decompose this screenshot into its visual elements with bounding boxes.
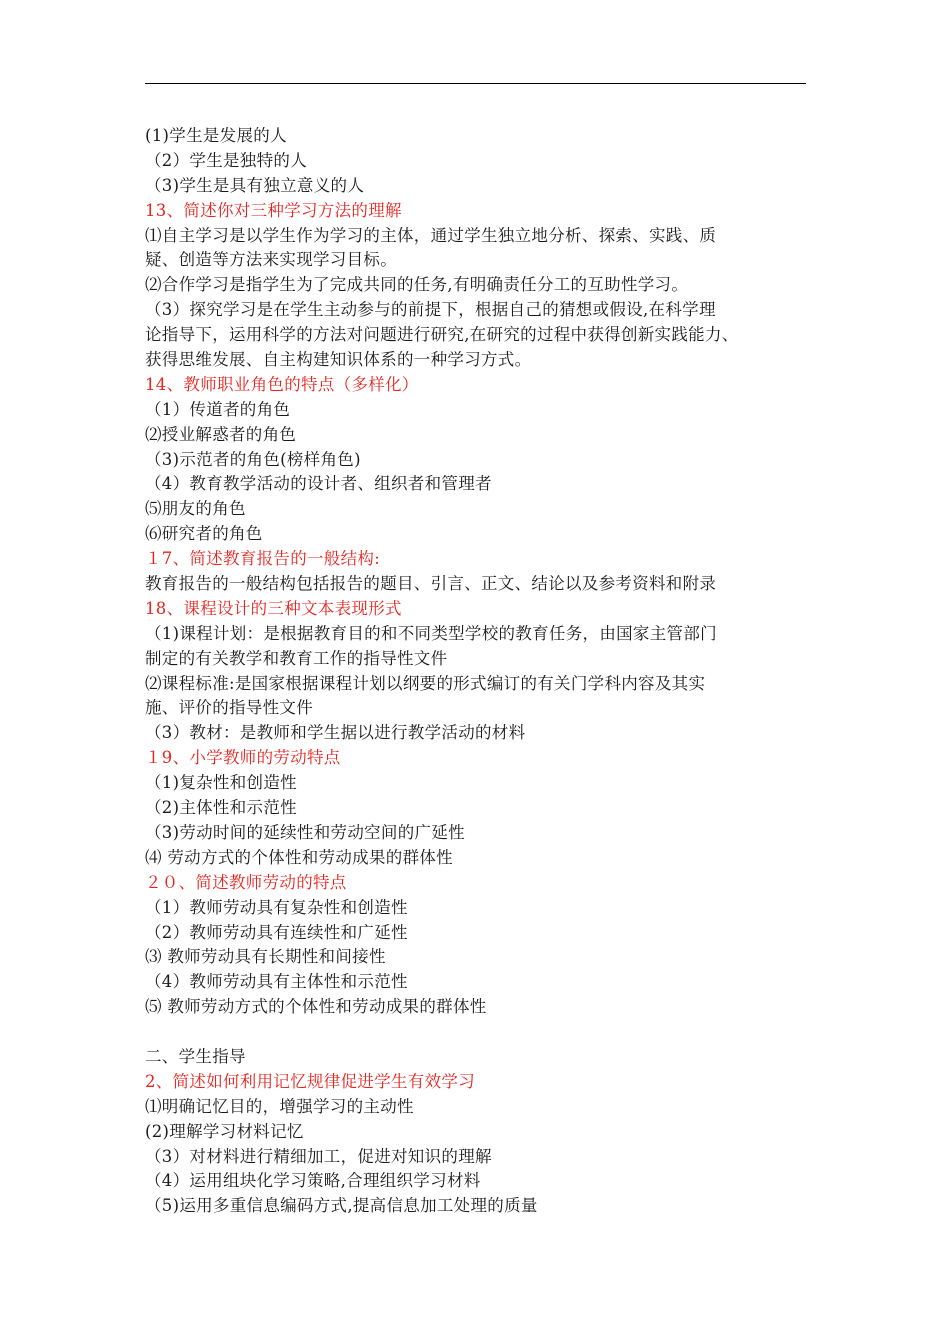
text-line: （4）运用组块化学习策略,合理组织学习材料 <box>145 1171 481 1191</box>
text-line: ⑸朋友的角色 <box>145 499 246 519</box>
text-line: （2）教师劳动具有连续性和广延性 <box>145 922 408 942</box>
text-line: ⑹研究者的角色 <box>145 524 263 544</box>
text-line: （1)复杂性和创造性 <box>145 773 297 793</box>
text-line: （3)劳动时间的延续性和劳动空间的广延性 <box>145 822 465 842</box>
text-line: (2)理解学习材料记忆 <box>145 1121 304 1141</box>
section-heading: 14、教师职业角色的特点（多样化） <box>145 374 419 394</box>
text-line: ⑵课程标准:是国家根据课程计划以纲要的形式编订的有关门学科内容及其实 <box>145 673 706 693</box>
text-line: （3)学生是具有独立意义的人 <box>145 175 365 195</box>
text-line: （2）学生是独特的人 <box>145 150 307 170</box>
text-line: ⑴自主学习是以学生作为学习的主体，通过学生独立地分析、探索、实践、质 <box>145 225 717 245</box>
blank-line <box>145 1020 825 1045</box>
text-line: ⑵授业解惑者的角色 <box>145 424 297 444</box>
text-line: (1)学生是发展的人 <box>145 126 287 145</box>
section-heading: １7、简述教育报告的一般结构: <box>145 549 381 569</box>
text-line: （3)示范者的角色(榜样角色) <box>145 449 361 469</box>
text-line: （4）教师劳动具有主体性和示范性 <box>145 972 408 992</box>
text-line: 二、学生指导 <box>145 1046 246 1066</box>
text-line: （4）教育教学活动的设计者、组织者和管理者 <box>145 474 492 494</box>
section-heading: １9、小学教师的劳动特点 <box>145 748 341 768</box>
text-line: ⑶ 教师劳动具有长期性和间接性 <box>145 947 386 967</box>
text-line: ⑸ 教师劳动方式的个体性和劳动成果的群体性 <box>145 997 487 1017</box>
header-rule <box>145 83 806 84</box>
text-line: （1)课程计划：是根据教育目的和不同类型学校的教育任务，由国家主管部门 <box>145 623 717 643</box>
text-line: 获得思维发展、自主构建知识体系的一种学习方式。 <box>145 350 532 370</box>
text-line: （3）探究学习是在学生主动参与的前提下，根据自己的猜想或假设,在科学理 <box>145 300 716 320</box>
text-line: ⑵合作学习是指学生为了完成共同的任务,有明确责任分工的互助性学习。 <box>145 275 689 295</box>
text-line: （1）教师劳动具有复杂性和创造性 <box>145 897 408 917</box>
text-line: （3）教材：是教师和学生据以进行教学活动的材料 <box>145 723 526 743</box>
text-line: （3）对材料进行精细加工，促进对知识的理解 <box>145 1146 492 1166</box>
text-line: 教育报告的一般结构包括报告的题目、引言、正文、结论以及参考资料和附录 <box>145 574 717 594</box>
section-heading: ２０、简述教师劳动的特点 <box>145 872 347 892</box>
text-line: （5)运用多重信息编码方式,提高信息加工处理的质量 <box>145 1196 538 1216</box>
section-heading: 2、简述如何利用记忆规律促进学生有效学习 <box>145 1071 475 1091</box>
text-line: （1）传道者的角色 <box>145 399 291 419</box>
text-line: 论指导下，运用科学的方法对问题进行研究,在研究的过程中获得创新实践能力、 <box>145 325 739 345</box>
section-heading: 13、简述你对三种学习方法的理解 <box>145 200 402 220</box>
text-line: ⑴明确记忆目的，增强学习的主动性 <box>145 1096 414 1116</box>
text-line: （2)主体性和示范性 <box>145 798 297 818</box>
text-line: ⑷ 劳动方式的个体性和劳动成果的群体性 <box>145 847 453 867</box>
document-body <box>145 124 825 1219</box>
section-heading: 18、课程设计的三种文本表现形式 <box>145 598 402 618</box>
text-line: 疑、创造等方法来实现学习目标。 <box>145 250 397 270</box>
text-line: 施、评价的指导性文件 <box>145 698 313 718</box>
text-line: 制定的有关教学和教育工作的指导性文件 <box>145 648 448 668</box>
